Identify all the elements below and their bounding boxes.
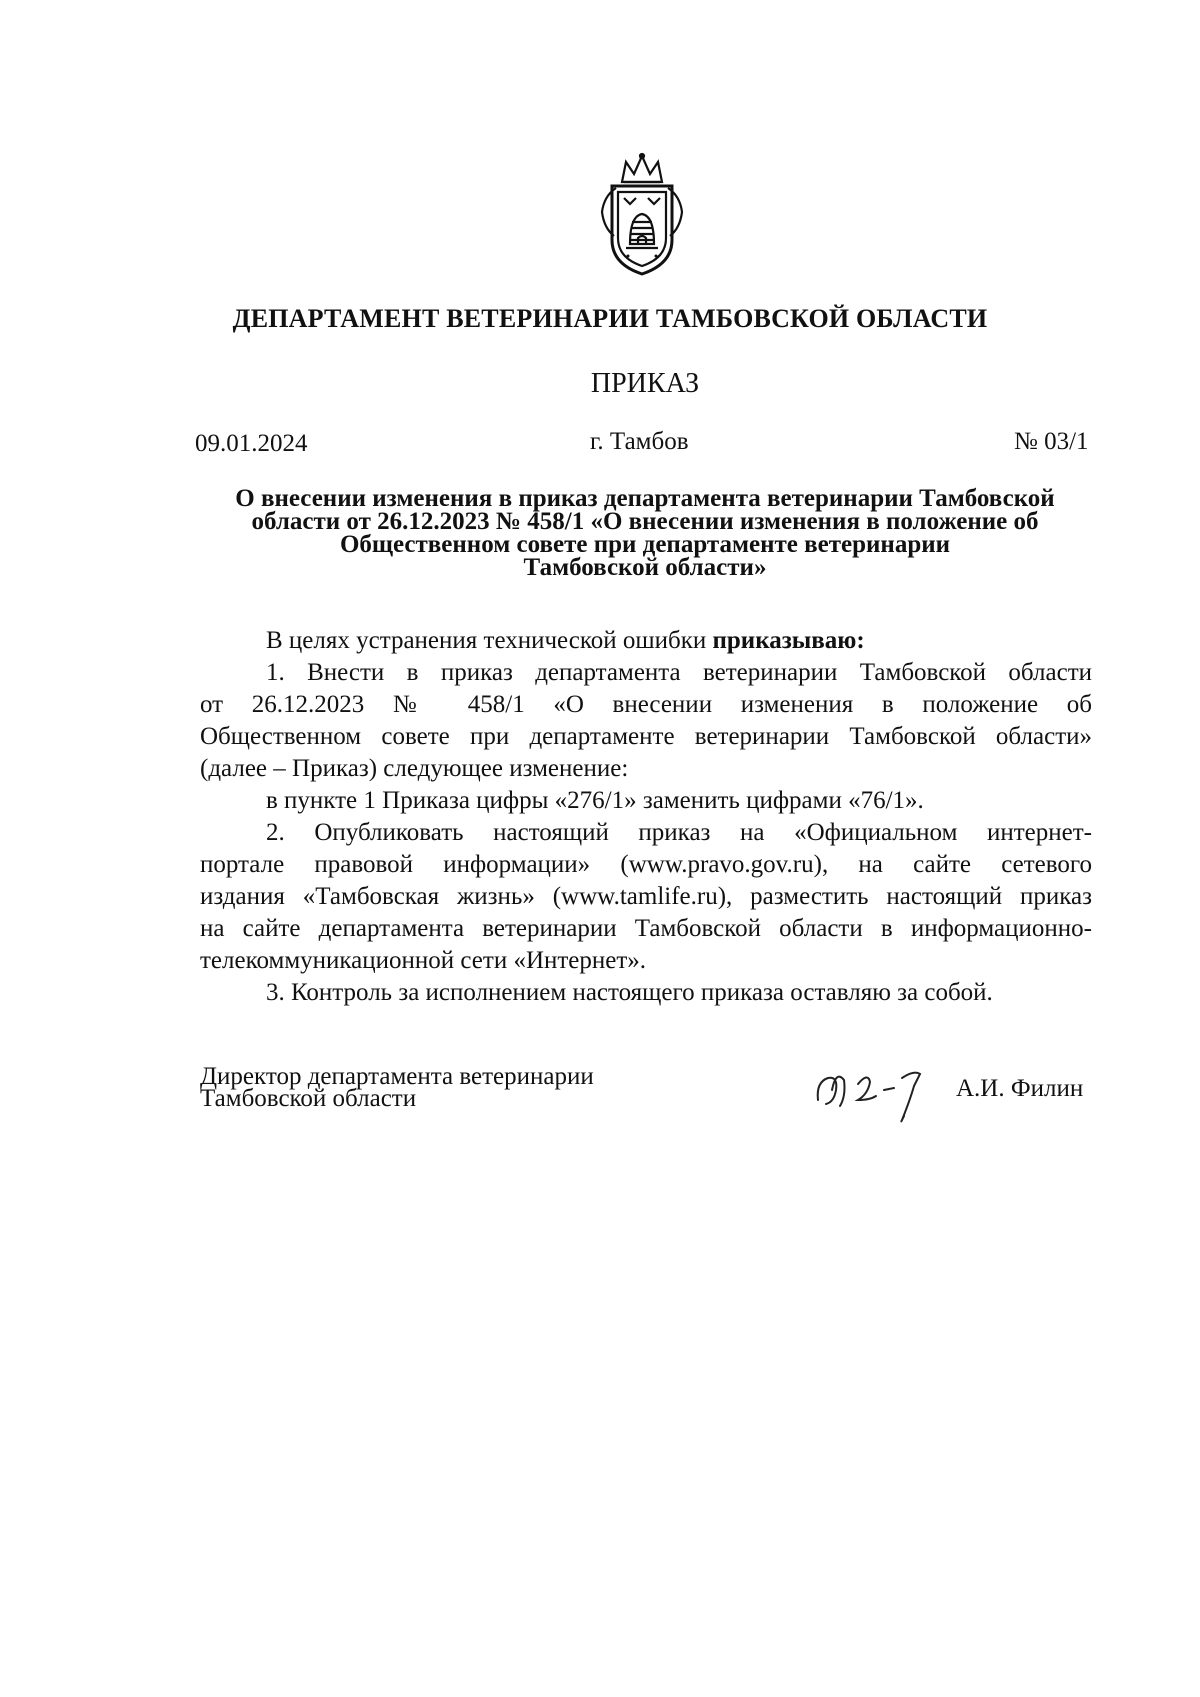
document-type: ПРИКАЗ <box>590 368 700 399</box>
body-line: в пункте 1 Приказа цифры «276/1» заменить цифрами «76/1». <box>266 787 924 814</box>
document-title <box>195 487 1095 579</box>
body-line: телекоммуникационной сети «Интернет». <box>200 947 647 974</box>
body-line: 3. Контроль за исполнением настоящего приказа оставляю за собой. <box>266 979 993 1006</box>
body-line: (далее – Приказ) следующее изменение: <box>200 755 629 782</box>
coat-of-arms-icon <box>594 152 690 282</box>
title-line: Общественном совете при департаменте ветеринарии <box>339 531 951 558</box>
body-intro-bold: приказываю: <box>712 627 865 654</box>
body-intro-text: В целях устранения технической ошибки <box>266 627 707 654</box>
title-line: О внесении изменения в приказ департамента ветеринарии Тамбовской <box>235 485 1055 512</box>
document-number: № 03/1 <box>1014 428 1089 455</box>
body-line: от 26.12.2023 № 458/1 «О внесении изменения в положение об <box>200 691 1092 718</box>
body-line: издания «Тамбовская жизнь» (www.tamlife.ru), разместить настоящий приказ <box>200 883 1092 910</box>
handwritten-signature <box>810 1060 950 1130</box>
body-line: 1. Внести в приказ департамента ветеринарии Тамбовской области <box>266 659 1092 686</box>
document-body <box>200 625 1092 1009</box>
organization-name: ДЕПАРТАМЕНТ ВЕТЕРИНАРИИ ТАМБОВСКОЙ ОБЛАСТИ <box>232 304 988 333</box>
title-line: Тамбовской области» <box>523 554 767 581</box>
body-intro <box>200 625 1092 657</box>
document-city: г. Тамбов <box>590 428 689 455</box>
body-line: портале правовой информации» (www.pravo.gov.ru), на сайте сетевого <box>200 851 1092 878</box>
body-line: Общественном совете при департаменте ветеринарии Тамбовской области» <box>200 723 1092 750</box>
body-line: на сайте департамента ветеринарии Тамбовской области в информационно- <box>200 915 1092 942</box>
document-date: 09.01.2024 <box>195 430 308 457</box>
title-line: области от 26.12.2023 № 458/1 «О внесении изменения в положение об <box>251 508 1039 535</box>
position-line: Тамбовской области <box>200 1085 417 1112</box>
body-line: 2. Опубликовать настоящий приказ на «Официальном интернет- <box>266 819 1092 846</box>
signer-name: А.И. Филин <box>956 1075 1084 1102</box>
position-line: Директор департамента ветеринарии <box>200 1063 594 1090</box>
signatory-position <box>200 1063 594 1112</box>
